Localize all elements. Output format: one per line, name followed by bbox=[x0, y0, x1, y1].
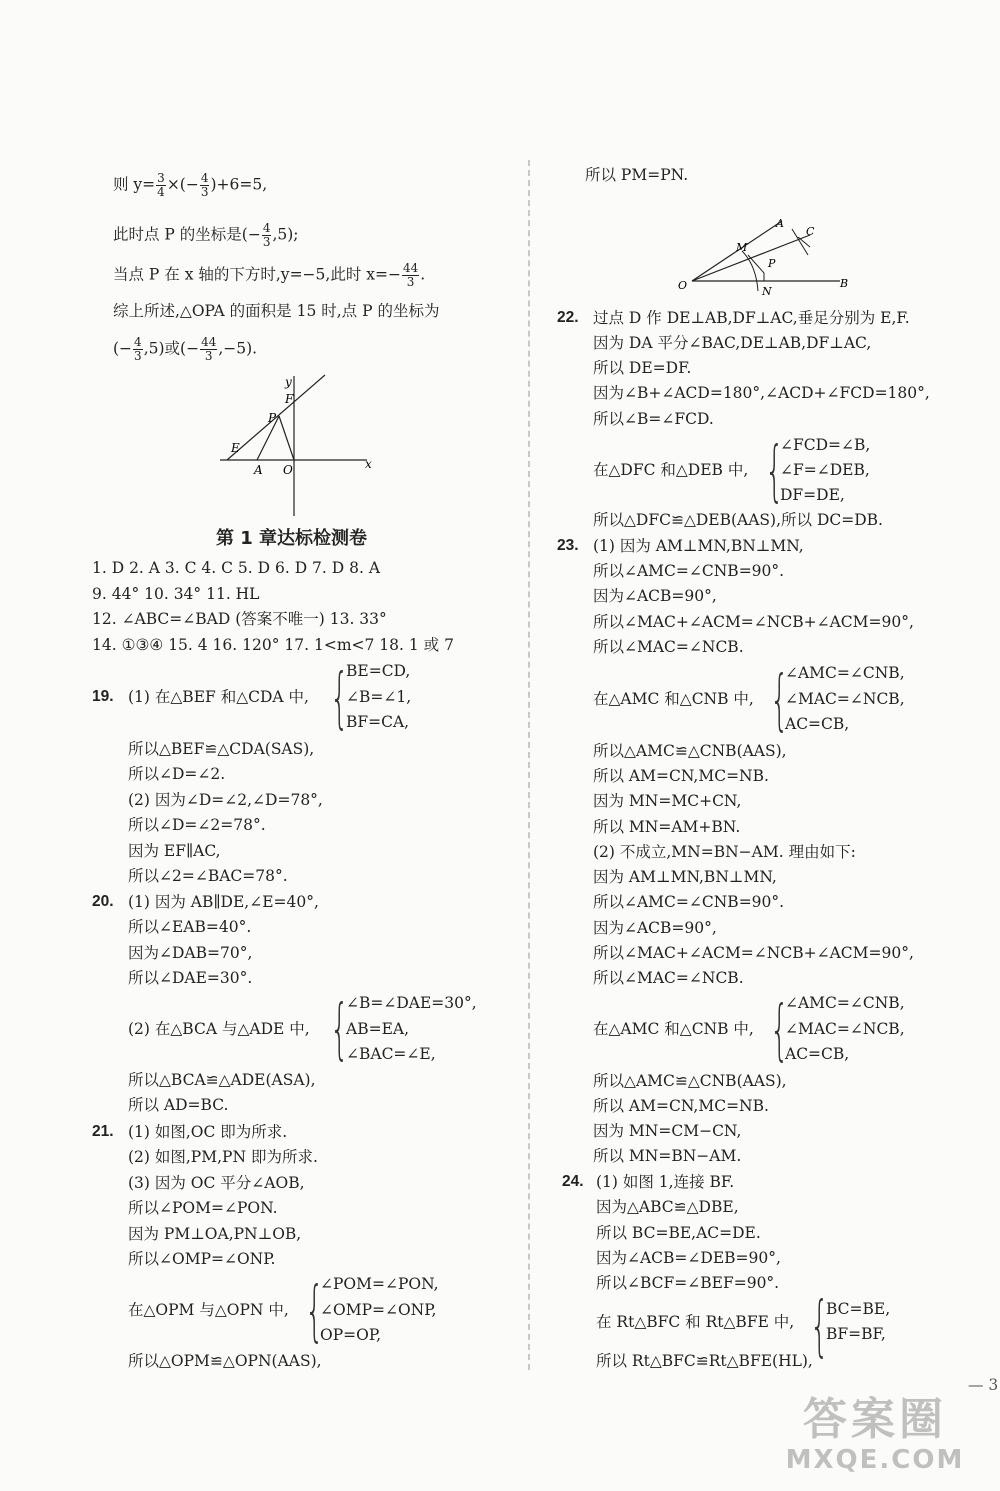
label-a: A bbox=[776, 217, 784, 230]
q19-brace-2: ∠B=∠1, bbox=[346, 688, 412, 706]
q23-line: 所以 MN=BN−AM. bbox=[593, 1147, 742, 1165]
fraction: $\frac{4}{3}$ bbox=[262, 221, 271, 249]
q24-line: 所以∠BCF=∠BEF=90°. bbox=[596, 1274, 780, 1292]
label-o: O bbox=[283, 463, 293, 477]
label-e: E bbox=[231, 441, 240, 455]
label-f: F bbox=[285, 392, 294, 406]
q19-line: 所以∠D=∠2=78°. bbox=[128, 816, 266, 834]
line-l4: 综上所述,△OPA 的面积是 15 时,点 P 的坐标为 bbox=[113, 302, 440, 320]
question-number: 22. bbox=[557, 309, 579, 326]
q21-line: 所以∠POM=∠PON. bbox=[128, 1199, 278, 1217]
label-p: P bbox=[768, 257, 776, 270]
q20-brace-3: ∠BAC=∠E, bbox=[346, 1045, 436, 1063]
answers-9-11: 9. 44° 10. 34° 11. HL bbox=[92, 585, 260, 603]
q23-brace-3: AC=CB, bbox=[785, 715, 850, 733]
q24-line: 所以 BC=BE,AC=DE. bbox=[596, 1224, 761, 1242]
q23-brace-1: ∠AMC=∠CNB, bbox=[785, 664, 905, 682]
q23-line: 在△AMC 和△CNB 中, bbox=[593, 1020, 754, 1038]
q20-brace-2: AB=EA, bbox=[346, 1020, 410, 1038]
q19-line: (2) 因为∠D=∠2,∠D=78°, bbox=[128, 791, 323, 809]
r-line: 所以 PM=PN. bbox=[585, 166, 689, 184]
q23-line: 因为∠ACB=90°, bbox=[593, 587, 717, 605]
page-number: — 3 bbox=[968, 1376, 999, 1394]
angle-bisector-figure bbox=[670, 215, 860, 300]
q21-brace-2: ∠OMP=∠ONP, bbox=[320, 1301, 437, 1319]
question-number: 23. bbox=[557, 537, 579, 554]
question-number: 21. bbox=[92, 1123, 114, 1140]
answers-1-8: 1. D 2. A 3. C 4. C 5. D 6. D 7. D 8. A bbox=[92, 559, 381, 577]
q20-line: 所以△BCA≌△ADE(ASA), bbox=[128, 1071, 316, 1089]
q24-brace-2: BF=BF, bbox=[826, 1325, 886, 1343]
q23-line: 所以∠MAC=∠NCB. bbox=[593, 969, 744, 987]
q23-line: 所以△AMC≌△CNB(AAS), bbox=[593, 742, 787, 760]
q20-line: 因为∠DAB=70°, bbox=[128, 944, 253, 962]
q23-line: 所以∠MAC+∠ACM=∠NCB+∠ACM=90°, bbox=[593, 613, 914, 631]
q22-line: 过点 D 作 DE⊥AB,DF⊥AC,垂足分别为 E,F. bbox=[593, 309, 910, 327]
q22-line: 在△DFC 和△DEB 中, bbox=[593, 461, 749, 479]
q22-line: 所以∠B=∠FCD. bbox=[593, 410, 714, 428]
fraction: $\frac{4}{3}$ bbox=[134, 335, 142, 363]
line-l1: 则 y= $\frac{3}{4}$ ×(− $\frac{4}{3}$ )+6=5, bbox=[113, 171, 268, 199]
q23-brace-4: ∠AMC=∠CNB, bbox=[785, 994, 905, 1012]
brace: { bbox=[330, 990, 349, 1067]
label-p: P bbox=[268, 411, 277, 425]
q21-line: 所以∠OMP=∠ONP. bbox=[128, 1250, 276, 1268]
q24-line: 所以 Rt△BFC≌Rt△BFE(HL), bbox=[596, 1352, 813, 1370]
q23-line: 因为 MN=CM−CN, bbox=[593, 1122, 742, 1140]
column-divider bbox=[528, 160, 530, 1370]
q23-line: 因为∠ACB=90°, bbox=[593, 919, 717, 937]
label-m: M bbox=[736, 241, 748, 254]
q19-brace-3: BF=CA, bbox=[346, 713, 410, 731]
label-a: A bbox=[254, 463, 263, 477]
q24-line: 因为△ABC≌△DBE, bbox=[596, 1198, 739, 1216]
q23-brace-6: AC=CB, bbox=[785, 1045, 850, 1063]
label-x: x bbox=[365, 457, 372, 471]
q23-line: 因为 MN=MC+CN, bbox=[593, 792, 742, 810]
q24-brace-1: BC=BE, bbox=[826, 1300, 891, 1318]
q19-line: 因为 EF∥AC, bbox=[128, 842, 221, 860]
q22-line: 所以 DE=DF. bbox=[593, 359, 692, 377]
q20-line: (2) 在△BCA 与△ADE 中, bbox=[128, 1020, 310, 1038]
q23-line: 所以∠AMC=∠CNB=90°. bbox=[593, 562, 785, 580]
fraction: $\frac{3}{4}$ bbox=[157, 171, 165, 199]
q19-line: (1) 在△BEF 和△CDA 中, bbox=[128, 688, 309, 706]
line-l5: (− $\frac{4}{3}$ ,5)或(− $\frac{44}{3}$ ,−5). bbox=[113, 335, 258, 363]
q22-brace-1: ∠FCD=∠B, bbox=[780, 436, 871, 454]
q23-brace-2: ∠MAC=∠NCB, bbox=[785, 690, 905, 708]
line-l2: 此时点 P 的坐标是(− $\frac{4}{3}$ ,5); bbox=[113, 221, 299, 249]
question-number: 19. bbox=[92, 688, 114, 705]
brace: { bbox=[810, 1287, 829, 1364]
q23-line: 所以∠AMC=∠CNB=90°. bbox=[593, 893, 785, 911]
brace: { bbox=[770, 661, 789, 738]
fraction: $\frac{44}{3}$ bbox=[201, 335, 217, 363]
watermark-url: MXQE.COM bbox=[785, 1445, 965, 1475]
label-b: B bbox=[840, 277, 849, 290]
label-y: y bbox=[285, 375, 292, 389]
q20-line: (1) 因为 AB∥DE,∠E=40°, bbox=[128, 893, 319, 911]
question-number: 24. bbox=[562, 1173, 584, 1190]
q23-line: 因为 AM⊥MN,BN⊥MN, bbox=[593, 868, 777, 886]
q21-line: (1) 如图,OC 即为所求. bbox=[128, 1123, 288, 1141]
q21-brace-3: OP=OP, bbox=[320, 1326, 382, 1344]
fraction: $\frac{4}{3}$ bbox=[200, 171, 209, 199]
brace: { bbox=[765, 432, 784, 509]
q24-line: 在 Rt△BFC 和 Rt△BFE 中, bbox=[596, 1313, 795, 1331]
q22-brace-2: ∠F=∠DEB, bbox=[780, 461, 870, 479]
q21-line: (2) 如图,PM,PN 即为所求. bbox=[128, 1148, 318, 1166]
segment-po bbox=[279, 416, 294, 460]
q23-line: 所以△AMC≌△CNB(AAS), bbox=[593, 1072, 787, 1090]
q19-brace-1: BE=CD, bbox=[346, 662, 411, 680]
q21-line: 因为 PM⊥OA,PN⊥OB, bbox=[128, 1225, 302, 1243]
q23-line: 所以 AM=CN,MC=NB. bbox=[593, 1097, 769, 1115]
q22-line: 所以△DFC≌△DEB(AAS),所以 DC=DB. bbox=[593, 511, 883, 529]
q22-brace-3: DF=DE, bbox=[780, 486, 845, 504]
q21-line: 在△OPM 与△OPN 中, bbox=[128, 1301, 289, 1319]
q23-line: (2) 不成立,MN=BN−AM. 理由如下: bbox=[593, 843, 856, 861]
q23-brace-5: ∠MAC=∠NCB, bbox=[785, 1020, 905, 1038]
watermark-logo bbox=[770, 1395, 980, 1475]
q24-line: 因为∠ACB=∠DEB=90°, bbox=[596, 1249, 781, 1267]
q23-line: 所以∠MAC=∠NCB. bbox=[593, 638, 744, 656]
q20-brace-1: ∠B=∠DAE=30°, bbox=[346, 994, 477, 1012]
watermark-text: 答案圈 bbox=[803, 1394, 947, 1445]
label-n: N bbox=[762, 285, 772, 298]
answers-12-13: 12. ∠ABC=∠BAD (答案不唯一) 13. 33° bbox=[92, 610, 387, 628]
q20-line: 所以∠DAE=30°. bbox=[128, 969, 253, 987]
segment-pm bbox=[748, 255, 764, 273]
answers-14-18: 14. ①③④ 15. 4 16. 120° 17. 1<m<7 18. 1 或 7 bbox=[92, 636, 454, 654]
brace: { bbox=[770, 991, 789, 1068]
q19-line: 所以∠D=∠2. bbox=[128, 765, 226, 783]
fraction: $\frac{44}{3}$ bbox=[402, 261, 419, 289]
q23-line: 所以 MN=AM+BN. bbox=[593, 818, 741, 836]
q24-line: (1) 如图 1,连接 BF. bbox=[596, 1173, 735, 1191]
coordinate-figure bbox=[215, 370, 380, 520]
q21-line: 所以△OPM≌△OPN(AAS), bbox=[128, 1352, 322, 1370]
q20-line: 所以 AD=BC. bbox=[128, 1096, 229, 1114]
question-number: 20. bbox=[92, 893, 114, 910]
q20-line: 所以∠EAB=40°. bbox=[128, 918, 252, 936]
q22-line: 因为∠B+∠ACD=180°,∠ACD+∠FCD=180°, bbox=[593, 384, 930, 402]
label-c: C bbox=[806, 225, 815, 238]
q23-line: 所以∠MAC+∠ACM=∠NCB+∠ACM=90°, bbox=[593, 944, 914, 962]
q23-line: (1) 因为 AM⊥MN,BN⊥MN, bbox=[593, 537, 804, 555]
q19-line: 所以∠2=∠BAC=78°. bbox=[128, 867, 288, 885]
q22-line: 因为 DA 平分∠BAC,DE⊥AB,DF⊥AC, bbox=[593, 334, 872, 352]
label-o: O bbox=[678, 279, 688, 292]
line-l3: 当点 P 在 x 轴的下方时,y=−5,此时 x=− $\frac{44}{3}$ . bbox=[113, 261, 426, 289]
q23-line: 所以 AM=CN,MC=NB. bbox=[593, 767, 769, 785]
brace: { bbox=[305, 1272, 324, 1349]
q21-line: (3) 因为 OC 平分∠AOB, bbox=[128, 1174, 305, 1192]
q21-brace-1: ∠POM=∠PON, bbox=[320, 1275, 439, 1293]
q23-line: 在△AMC 和△CNB 中, bbox=[593, 690, 754, 708]
q19-line: 所以△BEF≌△CDA(SAS), bbox=[128, 740, 315, 758]
section-title: 第 1 章达标检测卷 bbox=[216, 528, 368, 549]
brace: { bbox=[330, 659, 349, 736]
